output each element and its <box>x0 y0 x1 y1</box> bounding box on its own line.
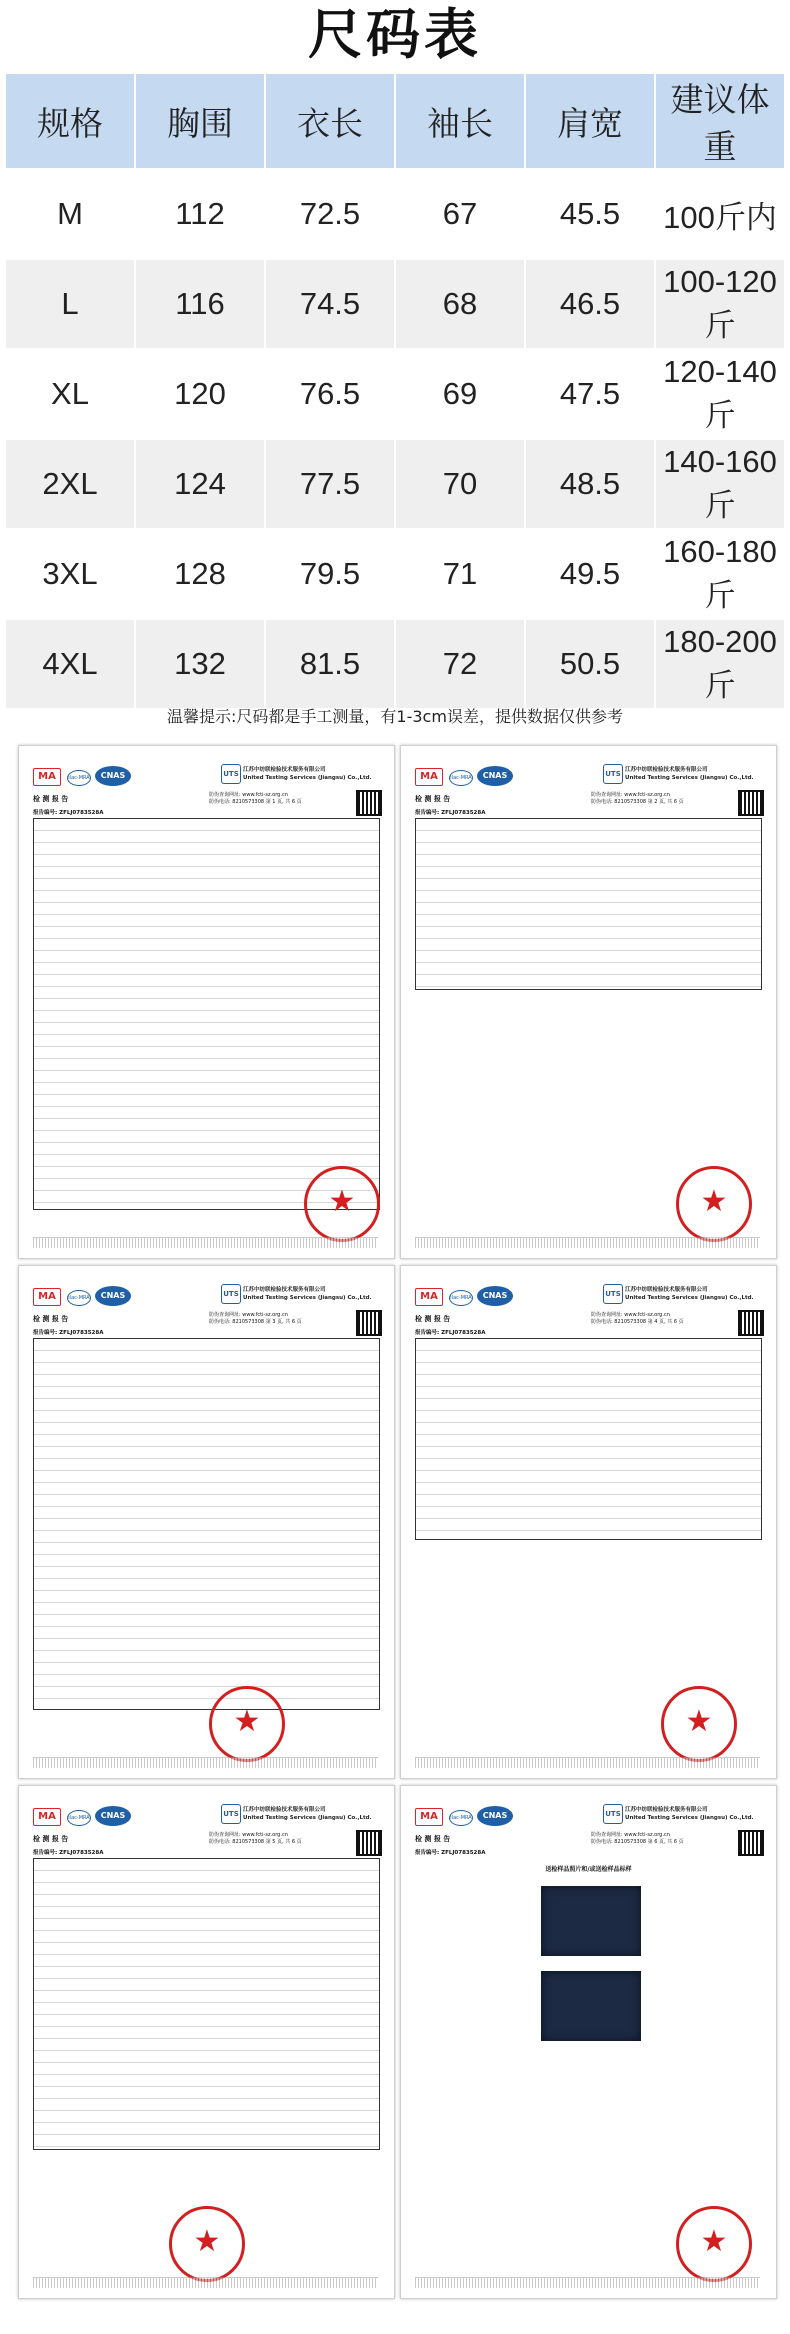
ma-logo: MA <box>33 1288 61 1306</box>
cnas-logo: CNAS <box>95 1286 131 1306</box>
table-cell: 72 <box>395 619 525 709</box>
size-chart-table <box>4 72 786 710</box>
report-number: 报告编号: ZFLJ0783528A <box>415 1330 486 1336</box>
cnas-logo: CNAS <box>95 766 131 786</box>
uts-logo: UTS <box>603 1804 623 1824</box>
table-cell: 68 <box>395 259 525 349</box>
report-content <box>415 1338 762 1540</box>
ilac-logo: ilac-MRA <box>449 770 473 786</box>
table-cell: 49.5 <box>525 529 655 619</box>
uts-logo: UTS <box>221 1804 241 1824</box>
table-row <box>5 619 785 709</box>
qr-code-icon <box>356 1830 382 1856</box>
ilac-logo: ilac-MRA <box>449 1810 473 1826</box>
table-cell: 120 <box>135 349 265 439</box>
company-name-cn: 江苏中纺联检验技术服务有限公司 <box>625 767 708 773</box>
company-name <box>243 766 383 782</box>
report-footer <box>415 1237 760 1248</box>
verification-info <box>209 1312 302 1326</box>
sample-photo-caption: 送检样品照片和/或送检样品标样 <box>545 1866 632 1873</box>
verification-phone: 防伪电话: 8210573308 <box>209 799 265 805</box>
report-title: 检 测 报 告 <box>33 1835 69 1843</box>
report-footer <box>33 2277 378 2288</box>
header-cell: 胸围 <box>135 73 265 169</box>
report-number: 报告编号: ZFLJ0783528A <box>33 810 104 816</box>
verification-info <box>591 792 684 806</box>
certification-logos <box>415 766 535 788</box>
qr-code-icon <box>738 1310 764 1336</box>
table-cell: 140-160斤 <box>655 439 785 529</box>
table-cell: 46.5 <box>525 259 655 349</box>
table-cell: 77.5 <box>265 439 395 529</box>
test-report-page-4 <box>400 1265 777 1779</box>
company-name-en: United Testing Services (Jiangsu) Co.,Ltd. <box>243 1815 372 1821</box>
company-name-cn: 江苏中纺联检验技术服务有限公司 <box>625 1807 708 1813</box>
table-cell: 4XL <box>5 619 135 709</box>
qr-code-icon <box>738 1830 764 1856</box>
page-number: 第 5 页, 共 6 页 <box>265 1839 302 1845</box>
verification-website: 防伪查询网址: www.fcti-sz.org.cn <box>209 1832 288 1838</box>
table-cell: 47.5 <box>525 349 655 439</box>
table-cell: M <box>5 169 135 259</box>
table-cell: 79.5 <box>265 529 395 619</box>
company-name-cn: 江苏中纺联检验技术服务有限公司 <box>625 1287 708 1293</box>
table-cell: 50.5 <box>525 619 655 709</box>
certification-logos <box>415 1286 535 1308</box>
certification-logos <box>33 1806 153 1828</box>
table-cell: 48.5 <box>525 439 655 529</box>
cnas-logo: CNAS <box>477 766 513 786</box>
red-seal-icon: ★ <box>169 2206 245 2282</box>
table-cell: 124 <box>135 439 265 529</box>
page-number: 第 6 页, 共 6 页 <box>647 1839 684 1845</box>
table-row <box>5 169 785 259</box>
table-cell: XL <box>5 349 135 439</box>
verification-info <box>209 792 302 806</box>
table-cell: 128 <box>135 529 265 619</box>
table-cell: 70 <box>395 439 525 529</box>
table-cell: 71 <box>395 529 525 619</box>
report-content <box>33 818 380 1210</box>
ilac-logo: ilac-MRA <box>449 1290 473 1306</box>
table-cell: 2XL <box>5 439 135 529</box>
qr-code-icon <box>356 790 382 816</box>
test-report-page-3 <box>18 1265 395 1779</box>
qr-code-icon <box>738 790 764 816</box>
company-name-en: United Testing Services (Jiangsu) Co.,Ltd. <box>625 775 754 781</box>
page-number: 第 2 页, 共 6 页 <box>647 799 684 805</box>
company-name-en: United Testing Services (Jiangsu) Co.,Ltd. <box>625 1295 754 1301</box>
table-cell: 112 <box>135 169 265 259</box>
header-cell: 建议体重 <box>655 73 785 169</box>
table-header-row <box>5 73 785 169</box>
report-content <box>415 818 762 990</box>
table-cell: 72.5 <box>265 169 395 259</box>
table-cell: 100-120斤 <box>655 259 785 349</box>
test-report-page-6 <box>400 1785 777 2299</box>
report-number: 报告编号: ZFLJ0783528A <box>415 810 486 816</box>
company-name-en: United Testing Services (Jiangsu) Co.,Ltd. <box>243 775 372 781</box>
ilac-logo: ilac-MRA <box>67 770 91 786</box>
report-title: 检 测 报 告 <box>415 1315 451 1323</box>
report-number: 报告编号: ZFLJ0783528A <box>415 1850 486 1856</box>
company-name <box>243 1286 383 1302</box>
verification-phone: 防伪电话: 8210573308 <box>591 1839 647 1845</box>
verification-info <box>591 1312 684 1326</box>
test-report-page-5 <box>18 1785 395 2299</box>
ma-logo: MA <box>33 1808 61 1826</box>
uts-logo: UTS <box>221 1284 241 1304</box>
red-seal-icon: ★ <box>209 1686 285 1762</box>
verification-website: 防伪查询网址: www.fcti-sz.org.cn <box>209 1312 288 1318</box>
table-cell: 81.5 <box>265 619 395 709</box>
company-name <box>625 1806 765 1822</box>
ma-logo: MA <box>33 768 61 786</box>
company-name-cn: 江苏中纺联检验技术服务有限公司 <box>243 767 326 773</box>
cnas-logo: CNAS <box>95 1806 131 1826</box>
company-name <box>243 1806 383 1822</box>
table-cell: 100斤内 <box>655 169 785 259</box>
table-cell: 76.5 <box>265 349 395 439</box>
page-number: 第 3 页, 共 6 页 <box>265 1319 302 1325</box>
company-name <box>625 1286 765 1302</box>
header-cell: 袖长 <box>395 73 525 169</box>
report-number: 报告编号: ZFLJ0783528A <box>33 1330 104 1336</box>
qr-code-icon <box>356 1310 382 1336</box>
table-cell: 69 <box>395 349 525 439</box>
table-row <box>5 259 785 349</box>
verification-phone: 防伪电话: 8210573308 <box>591 1319 647 1325</box>
table-cell: L <box>5 259 135 349</box>
company-name <box>625 766 765 782</box>
verification-info <box>209 1832 302 1846</box>
certification-logos <box>33 766 153 788</box>
table-cell: 132 <box>135 619 265 709</box>
verification-info <box>591 1832 684 1846</box>
table-cell: 116 <box>135 259 265 349</box>
table-cell: 45.5 <box>525 169 655 259</box>
fabric-sample-swatch-a <box>541 1886 641 1956</box>
table-cell: 74.5 <box>265 259 395 349</box>
fabric-sample-swatch-b <box>541 1971 641 2041</box>
table-row <box>5 529 785 619</box>
verification-website: 防伪查询网址: www.fcti-sz.org.cn <box>209 792 288 798</box>
page-number: 第 4 页, 共 6 页 <box>647 1319 684 1325</box>
verification-website: 防伪查询网址: www.fcti-sz.org.cn <box>591 1312 670 1318</box>
company-name-en: United Testing Services (Jiangsu) Co.,Ltd. <box>243 1295 372 1301</box>
report-content <box>33 1858 380 2150</box>
table-cell: 120-140斤 <box>655 349 785 439</box>
table-cell: 3XL <box>5 529 135 619</box>
certification-logos <box>415 1806 535 1828</box>
measurement-tip: 温馨提示:尺码都是手工测量，有1-3cm误差，提供数据仅供参考 <box>167 707 623 726</box>
table-cell: 160-180斤 <box>655 529 785 619</box>
red-seal-icon: ★ <box>676 1166 752 1242</box>
header-cell: 规格 <box>5 73 135 169</box>
ma-logo: MA <box>415 768 443 786</box>
report-title: 检 测 报 告 <box>415 795 451 803</box>
report-content <box>33 1338 380 1710</box>
header-cell: 衣长 <box>265 73 395 169</box>
report-footer <box>415 1757 760 1768</box>
certification-logos <box>33 1286 153 1308</box>
ilac-logo: ilac-MRA <box>67 1810 91 1826</box>
report-title: 检 测 报 告 <box>33 1315 69 1323</box>
verification-phone: 防伪电话: 8210573308 <box>591 799 647 805</box>
red-seal-icon: ★ <box>304 1166 380 1242</box>
cnas-logo: CNAS <box>477 1806 513 1826</box>
table-row <box>5 439 785 529</box>
uts-logo: UTS <box>603 1284 623 1304</box>
report-footer <box>33 1237 378 1248</box>
uts-logo: UTS <box>221 764 241 784</box>
verification-phone: 防伪电话: 8210573308 <box>209 1319 265 1325</box>
verification-website: 防伪查询网址: www.fcti-sz.org.cn <box>591 792 670 798</box>
company-name-cn: 江苏中纺联检验技术服务有限公司 <box>243 1807 326 1813</box>
verification-website: 防伪查询网址: www.fcti-sz.org.cn <box>591 1832 670 1838</box>
report-footer <box>415 2277 760 2288</box>
header-cell: 肩宽 <box>525 73 655 169</box>
page-title: 尺码表 <box>308 3 482 66</box>
table-cell: 67 <box>395 169 525 259</box>
table-row <box>5 349 785 439</box>
verification-phone: 防伪电话: 8210573308 <box>209 1839 265 1845</box>
test-report-page-2 <box>400 745 777 1259</box>
ilac-logo: ilac-MRA <box>67 1290 91 1306</box>
company-name-cn: 江苏中纺联检验技术服务有限公司 <box>243 1287 326 1293</box>
test-report-page-1 <box>18 745 395 1259</box>
table-cell: 180-200斤 <box>655 619 785 709</box>
red-seal-icon: ★ <box>676 2206 752 2282</box>
uts-logo: UTS <box>603 764 623 784</box>
report-title: 检 测 报 告 <box>33 795 69 803</box>
cnas-logo: CNAS <box>477 1286 513 1306</box>
company-name-en: United Testing Services (Jiangsu) Co.,Ltd. <box>625 1815 754 1821</box>
report-footer <box>33 1757 378 1768</box>
ma-logo: MA <box>415 1288 443 1306</box>
report-number: 报告编号: ZFLJ0783528A <box>33 1850 104 1856</box>
red-seal-icon: ★ <box>661 1686 737 1762</box>
page-number: 第 1 页, 共 6 页 <box>265 799 302 805</box>
ma-logo: MA <box>415 1808 443 1826</box>
report-title: 检 测 报 告 <box>415 1835 451 1843</box>
